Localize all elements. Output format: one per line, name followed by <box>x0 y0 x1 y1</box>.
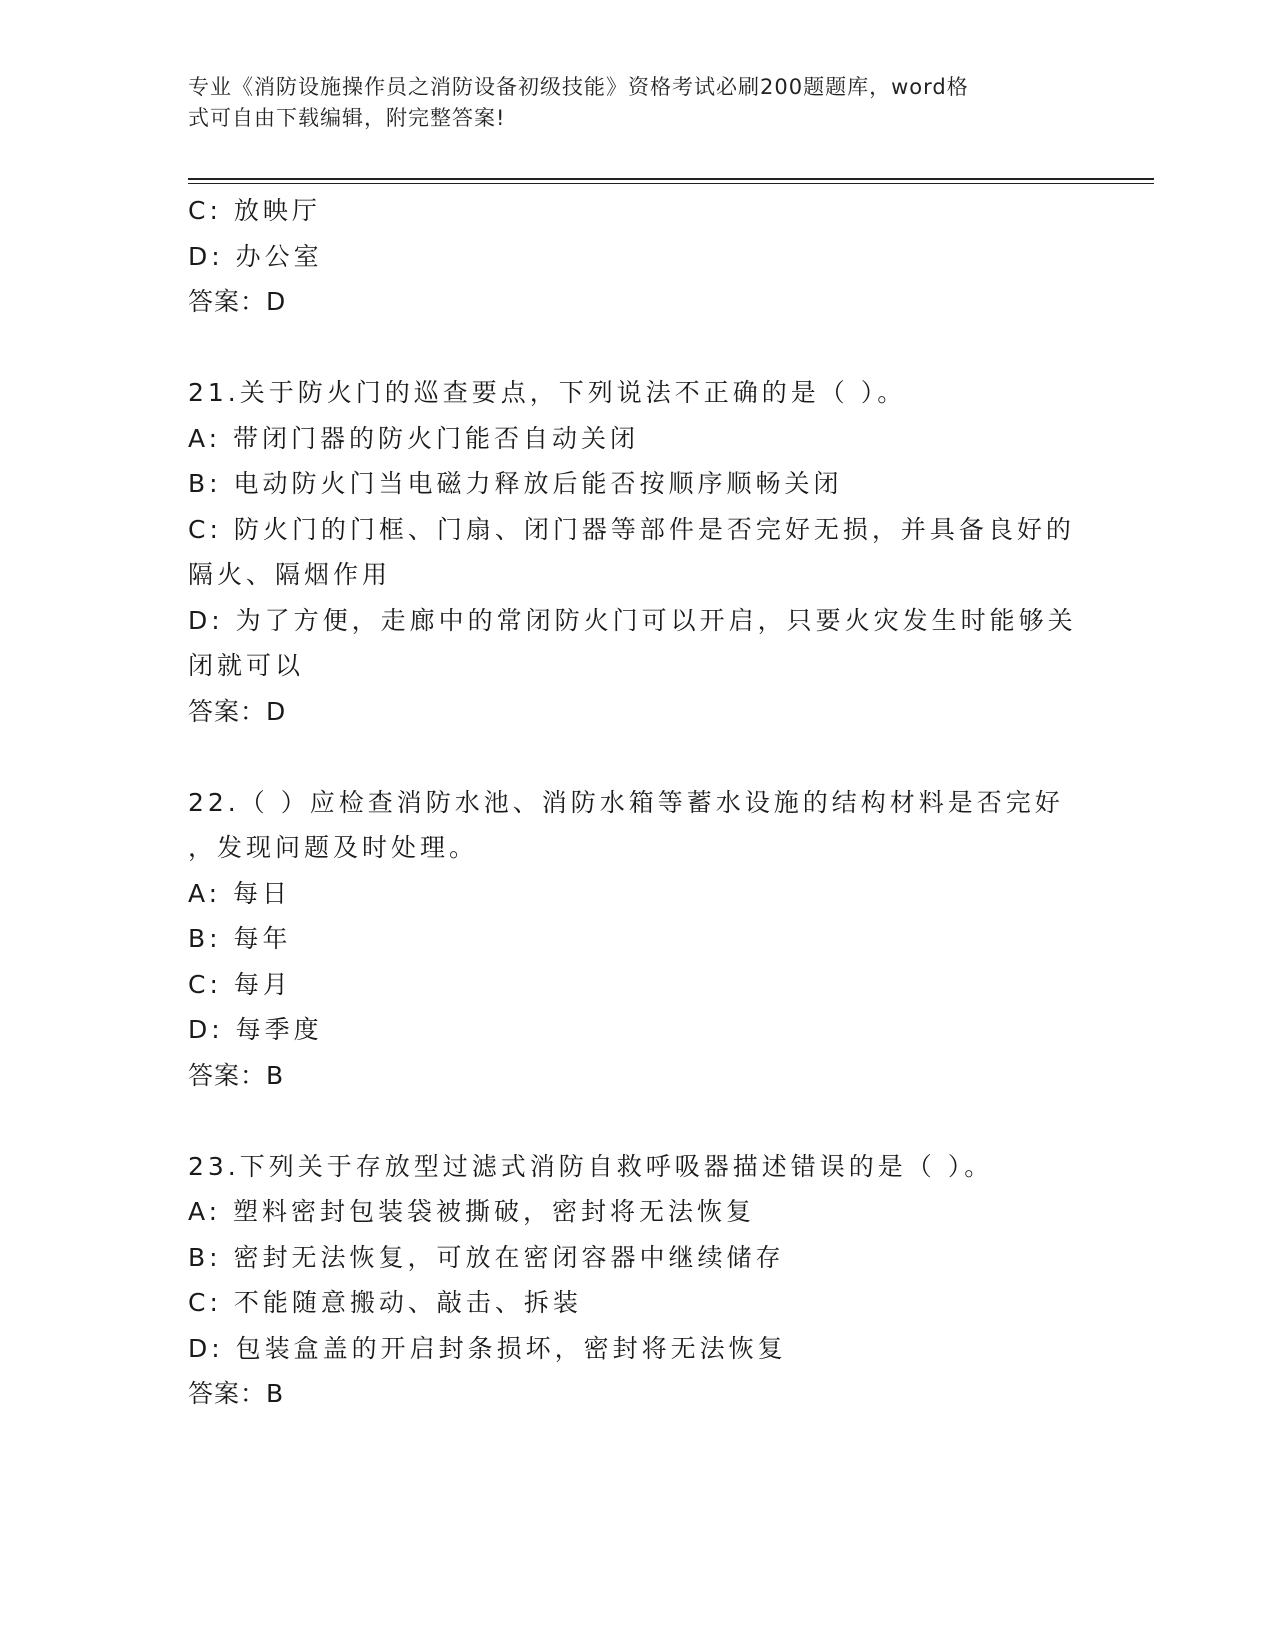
q21-option-c-line-1: C: 防火门的门框、门扇、闭门器等部件是否完好无损，并具备良好的 <box>188 514 1075 544</box>
q22-stem-line-2: ，发现问题及时处理。 <box>188 833 479 862</box>
q21-option-d-line-2: 闭就可以 <box>188 651 305 680</box>
prev-answer: 答案：D <box>188 287 287 316</box>
spacer <box>188 325 1088 371</box>
q22-answer: 答案：B <box>188 1060 285 1090</box>
header-rule-thick <box>188 178 1154 180</box>
q23-option-a: A: 塑料密封包装袋被撕破，密封将无法恢复 <box>188 1197 756 1226</box>
q23-option-b: B: 密封无法恢复，可放在密闭容器中继续储存 <box>188 1242 785 1272</box>
q23-answer: 答案：B <box>188 1379 285 1408</box>
q23-option-c: C: 不能随意搬动、敲击、拆装 <box>188 1288 582 1317</box>
question-content <box>188 188 1088 1417</box>
q21-option-b: B: 电动防火门当电磁力释放后能否按顺序顺畅关闭 <box>188 469 843 498</box>
q22-option-a: A: 每日 <box>188 878 292 908</box>
q21-option-c-line-2: 隔火、隔烟作用 <box>188 560 392 589</box>
header-rule-thin <box>188 183 1154 184</box>
spacer <box>188 734 1088 780</box>
q23-stem: 23.下列关于存放型过滤式消防自救呼吸器描述错误的是（ ）。 <box>188 1151 994 1181</box>
q21-stem: 21.关于防火门的巡查要点，下列说法不正确的是（ ）。 <box>188 378 907 407</box>
header-line-1: 专业《消防设施操作员之消防设备初级技能》资格考试必刷200题题库，word格 <box>188 75 969 99</box>
q21-option-a: A: 带闭门器的防火门能否自动关闭 <box>188 423 640 453</box>
prev-option-d: D: 办公室 <box>188 241 323 271</box>
header-line-2: 式可自由下载编辑，附完整答案! <box>188 106 506 130</box>
prev-option-c: C: 放映厅 <box>188 196 321 225</box>
q22-option-c: C: 每月 <box>188 969 292 999</box>
q22-option-d: D: 每季度 <box>188 1015 323 1044</box>
document-header <box>188 72 1068 134</box>
q22-option-b: B: 每年 <box>188 924 292 953</box>
q21-option-d-line-1: D: 为了方便，走廊中的常闭防火门可以开启，只要火灾发生时能够关 <box>188 605 1077 635</box>
q22-stem-line-1: 22.（ ）应检查消防水池、消防水箱等蓄水设施的结构材料是否完好 <box>188 787 1064 817</box>
q23-option-d: D: 包装盒盖的开启封条损坏，密封将无法恢复 <box>188 1333 787 1363</box>
spacer <box>188 1098 1088 1144</box>
q21-answer: 答案：D <box>188 696 287 726</box>
